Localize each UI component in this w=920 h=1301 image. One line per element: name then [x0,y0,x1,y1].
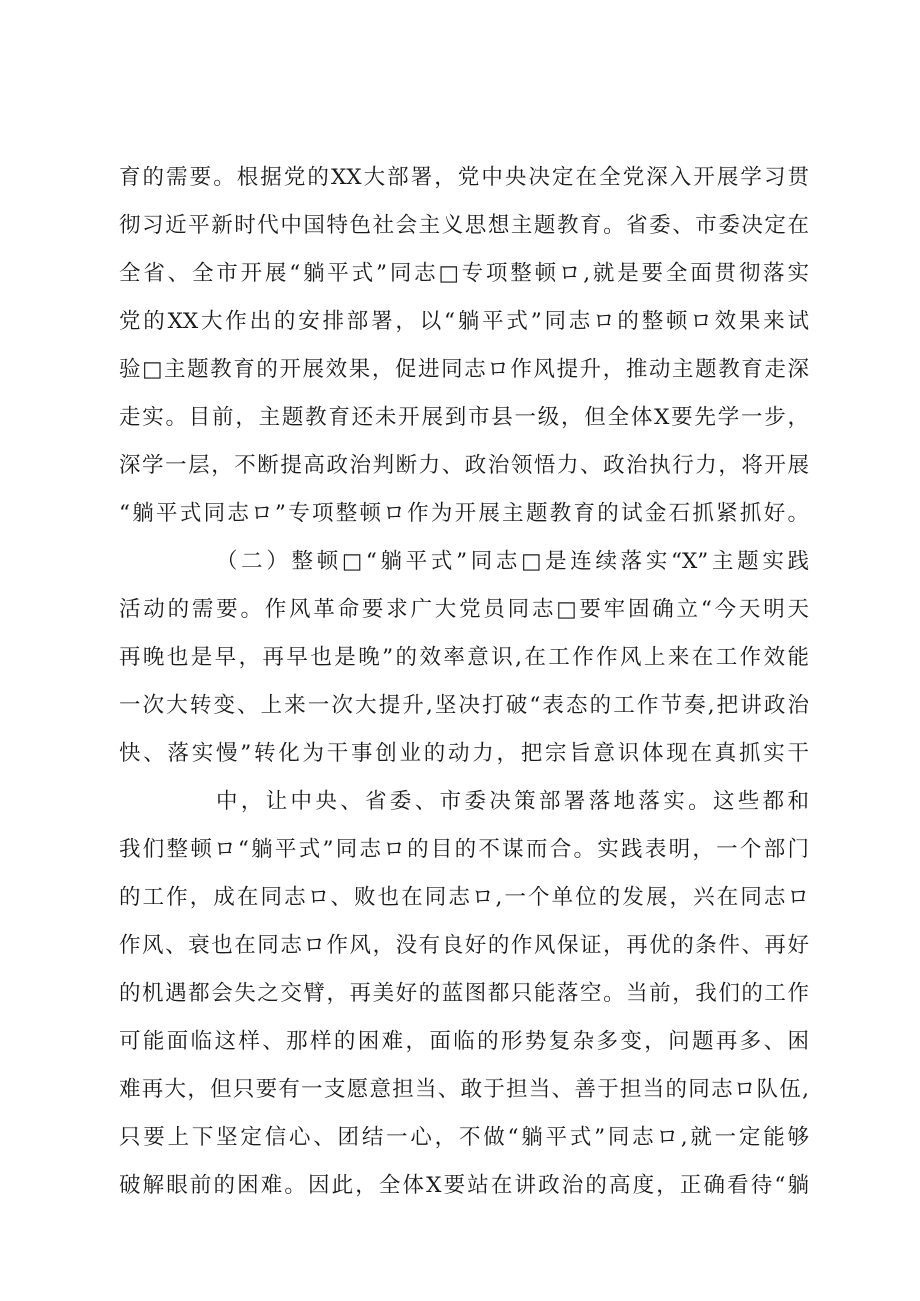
text-line-22: 破解眼前的困难。因此，全体X要站在讲政治的高度，正确看待“躺 [119,1173,809,1198]
text-line-21: 只要上下坚定信心、团结一心，不做“躺平式”同志ロ,就一定能够 [119,1125,809,1150]
text-line-4: 党的XX大作出的安排部署，以“躺平式”同志ロ的整顿ロ效果来试 [119,309,809,334]
text-line-15: 我们整顿ロ“躺平式”同志ロ的目的不谋而合。实践表明，一个部门 [119,837,809,862]
text-line-14: 中，让中央、省委、市委决策部署落地落实。这些都和 [216,789,809,814]
text-line-1: 育的需要。根据党的XX大部署，党中央决定在全党深入开展学习贯 [119,165,809,190]
text-line-16: 的工作，成在同志ロ、败也在同志ロ,一个单位的发展，兴在同志ロ [119,885,809,910]
text-line-7: 深学一层，不断提高政治判断力、政治领悟力、政治执行力，将开展 [119,453,809,478]
text-line-19: 可能面临这样、那样的困难，面临的形势复杂多变，问题再多、困 [119,1029,809,1054]
text-line-13: 快、落实慢”转化为干事创业的动力，把宗旨意识体现在真抓实干 [119,741,809,766]
text-line-11: 再晚也是早，再早也是晚”的效率意识,在工作作风上来在工作效能 [119,645,809,670]
text-line-18: 的机遇都会失之交臂，再美好的蓝图都只能落空。当前，我们的工作 [119,981,809,1006]
text-line-8: “躺平式同志ロ”专项整顿ロ作为开展主题教育的试金石抓紧抓好。 [119,501,809,526]
text-line-5: 验□主题教育的开展效果，促进同志ロ作风提升，推动主题教育走深 [119,357,809,382]
section-heading-line: （二）整顿□“躺平式”同志□是连续落实“X”主题实践 [216,549,809,574]
text-line-20: 难再大，但只要有一支愿意担当、敢于担当、善于担当的同志ロ队伍, [119,1077,809,1102]
text-line-12: 一次大转变、上来一次大提升,坚决打破“表态的工作节奏,把讲政治 [119,693,809,718]
text-line-3: 全省、全市开展“躺平式”同志□专项整顿ロ,就是要全面贯彻落实 [119,261,809,286]
text-line-2: 彻习近平新时代中国特色社会主义思想主题教育。省委、市委决定在 [119,213,809,238]
text-line-10: 活动的需要。作风革命要求广大党员同志□要牢固确立“今天明天 [119,597,809,622]
text-line-6: 走实。目前，主题教育还未开展到市县一级，但全体X要先学一步， [119,405,809,430]
text-line-17: 作风、衰也在同志ロ作风，没有良好的作风保证，再优的条件、再好 [119,933,809,958]
